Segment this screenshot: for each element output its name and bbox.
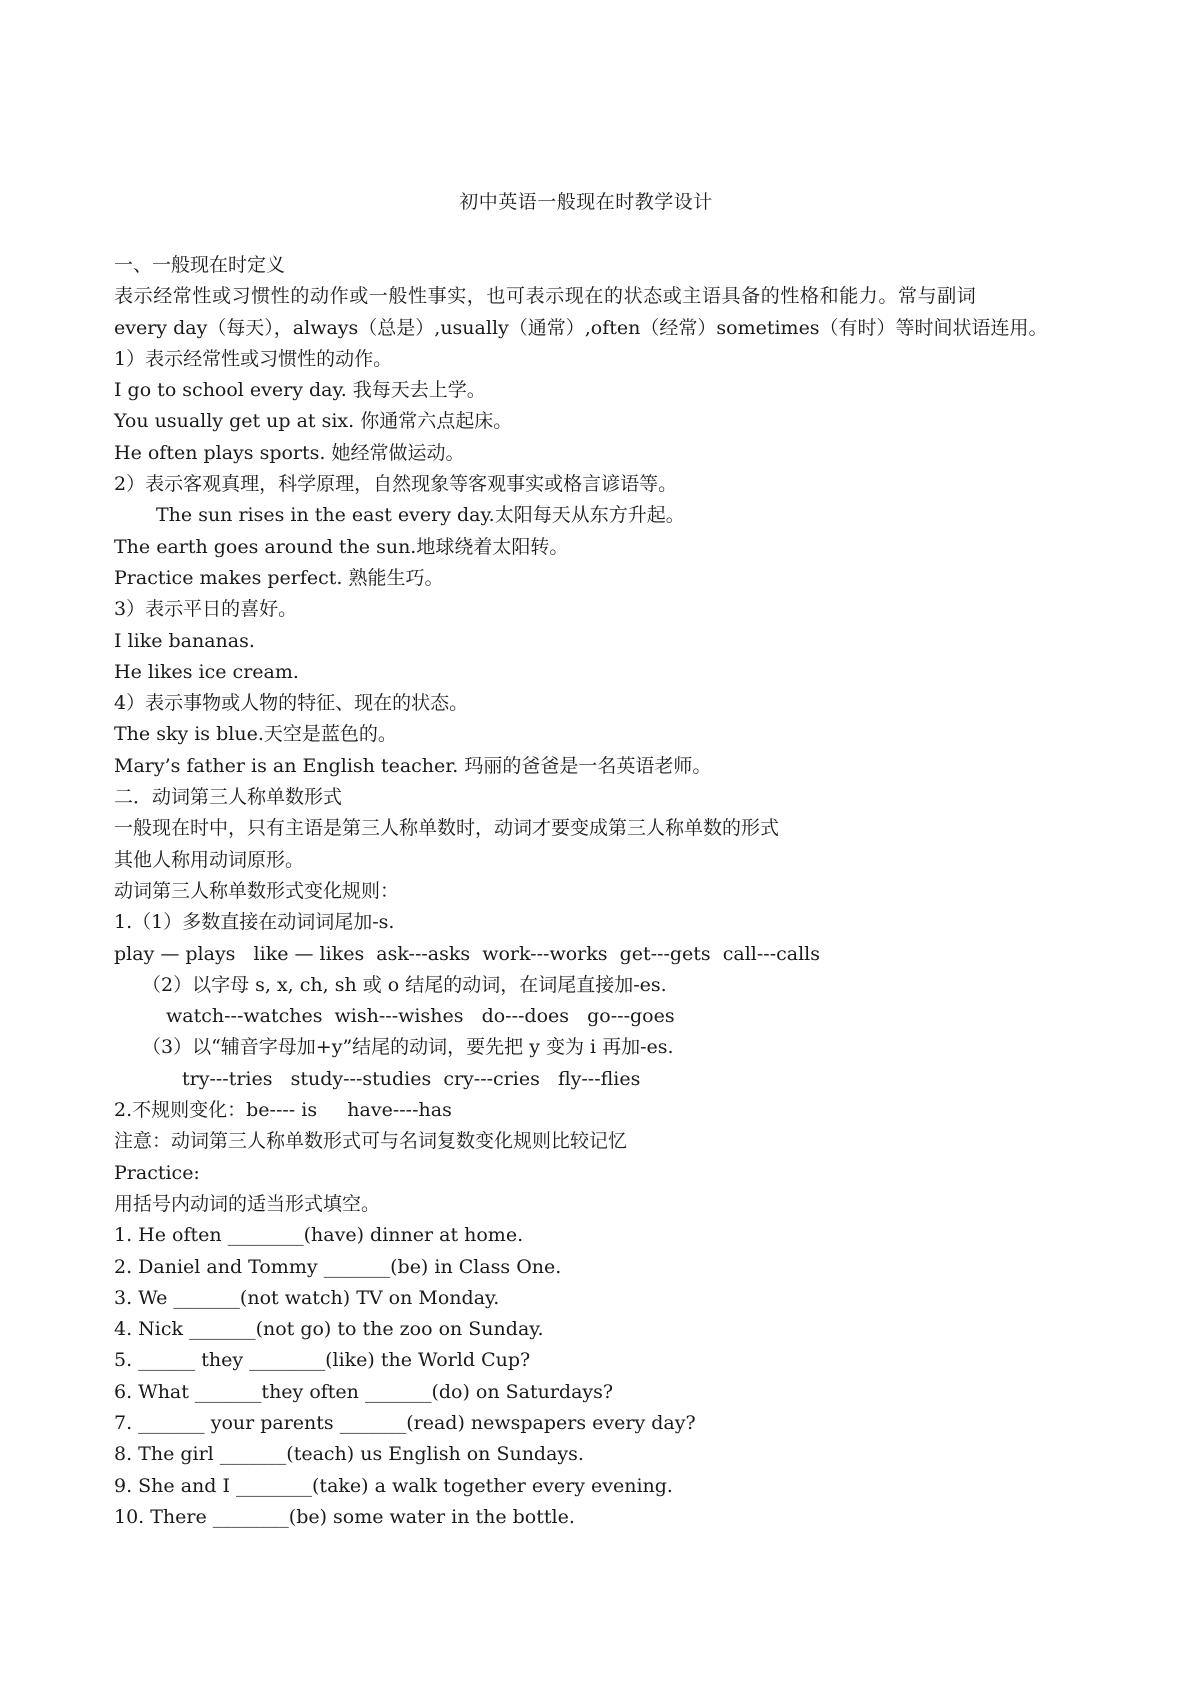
- practice-item: 1. He often ________(have) dinner at home.: [114, 1224, 524, 1247]
- practice-instruction: 用括号内动词的适当形式填空。: [114, 1192, 381, 1215]
- rule-heading: 1）表示经常性或习惯性的动作。: [114, 347, 393, 370]
- practice-item: 7. _______ your parents _______(read) newspapers every day?: [114, 1411, 696, 1434]
- practice-item: 8. The girl _______(teach) us English on Sundays.: [114, 1443, 584, 1466]
- rule-heading: 2.不规则变化：be---- is have----has: [114, 1099, 452, 1122]
- practice-heading: Practice:: [114, 1161, 200, 1184]
- rule-heading: （2）以字母 s, x, ch, sh 或 o 结尾的动词，在词尾直接加-es.: [142, 973, 667, 996]
- example-sentence: The sun rises in the east every day.太阳每天从东方升起。: [156, 504, 685, 527]
- practice-item: 10. There ________(be) some water in the bottle.: [114, 1505, 575, 1528]
- example-sentence: You usually get up at six. 你通常六点起床。: [114, 410, 513, 433]
- practice-item: 9. She and I ________(take) a walk together every evening.: [114, 1474, 673, 1497]
- paragraph-line: 表示经常性或习惯性的动作或一般性事实，也可表示现在的状态或主语具备的性格和能力。常与副词: [114, 285, 977, 308]
- rule-heading: 3）表示平日的喜好。: [114, 598, 298, 621]
- practice-item: 5. ______ they ________(like) the World Cup?: [114, 1349, 531, 1372]
- practice-item: 3. We _______(not watch) TV on Monday.: [114, 1286, 500, 1309]
- document-body: [114, 250, 1084, 1533]
- paragraph-line: 动词第三人称单数形式变化规则：: [114, 879, 400, 902]
- practice-item: 6. What _______they often _______(do) on Saturdays?: [114, 1380, 614, 1403]
- note-line: 注意：动词第三人称单数形式可与名词复数变化规则比较记忆: [114, 1130, 628, 1153]
- section-heading-definition: 一、一般现在时定义: [114, 254, 286, 276]
- example-sentence: Mary’s father is an English teacher. 玛丽的爸爸是一名英语老师。: [114, 754, 712, 777]
- example-sentence: Practice makes perfect. 熟能生巧。: [114, 566, 444, 589]
- example-sentence: The sky is blue.天空是蓝色的。: [114, 723, 397, 746]
- example-sentence: I go to school every day. 我每天去上学。: [114, 379, 486, 402]
- rule-heading: 4）表示事物或人物的特征、现在的状态。: [114, 692, 469, 715]
- document-title: 初中英语一般现在时教学设计: [459, 191, 713, 213]
- practice-item: 2. Daniel and Tommy _______(be) in Class One.: [114, 1255, 562, 1278]
- practice-item: 4. Nick _______(not go) to the zoo on Sunday.: [114, 1318, 544, 1341]
- paragraph-line: 一般现在时中，只有主语是第三人称单数时，动词才要变成第三人称单数的形式: [114, 817, 780, 840]
- verb-example-list: watch---watches wish---wishes do---does go---goes: [166, 1005, 675, 1028]
- example-sentence: I like bananas.: [114, 629, 255, 652]
- rule-heading: 2）表示客观真理，科学原理，自然现象等客观事实或格言谚语等。: [114, 473, 678, 496]
- example-sentence: He likes ice cream.: [114, 660, 299, 683]
- verb-example-list: try---tries study---studies cry---cries fly---flies: [182, 1067, 641, 1090]
- section-heading-third-person: 二．动词第三人称单数形式: [114, 786, 343, 809]
- example-sentence: He often plays sports. 她经常做运动。: [114, 441, 465, 464]
- rule-heading: （3）以“辅音字母加+y”结尾的动词，要先把 y 变为 i 再加-es.: [142, 1036, 674, 1059]
- example-sentence: The earth goes around the sun.地球绕着太阳转。: [114, 535, 569, 558]
- paragraph-line: every day（每天），always（总是）,usually（通常）,often（经常）sometimes（有时）等时间状语连用。: [114, 316, 1048, 339]
- rule-heading: 1.（1）多数直接在动词词尾加-s.: [114, 911, 395, 934]
- verb-example-list: play — plays like — likes ask---asks work---works get---gets call---calls: [114, 942, 820, 965]
- paragraph-line: 其他人称用动词原形。: [114, 848, 305, 871]
